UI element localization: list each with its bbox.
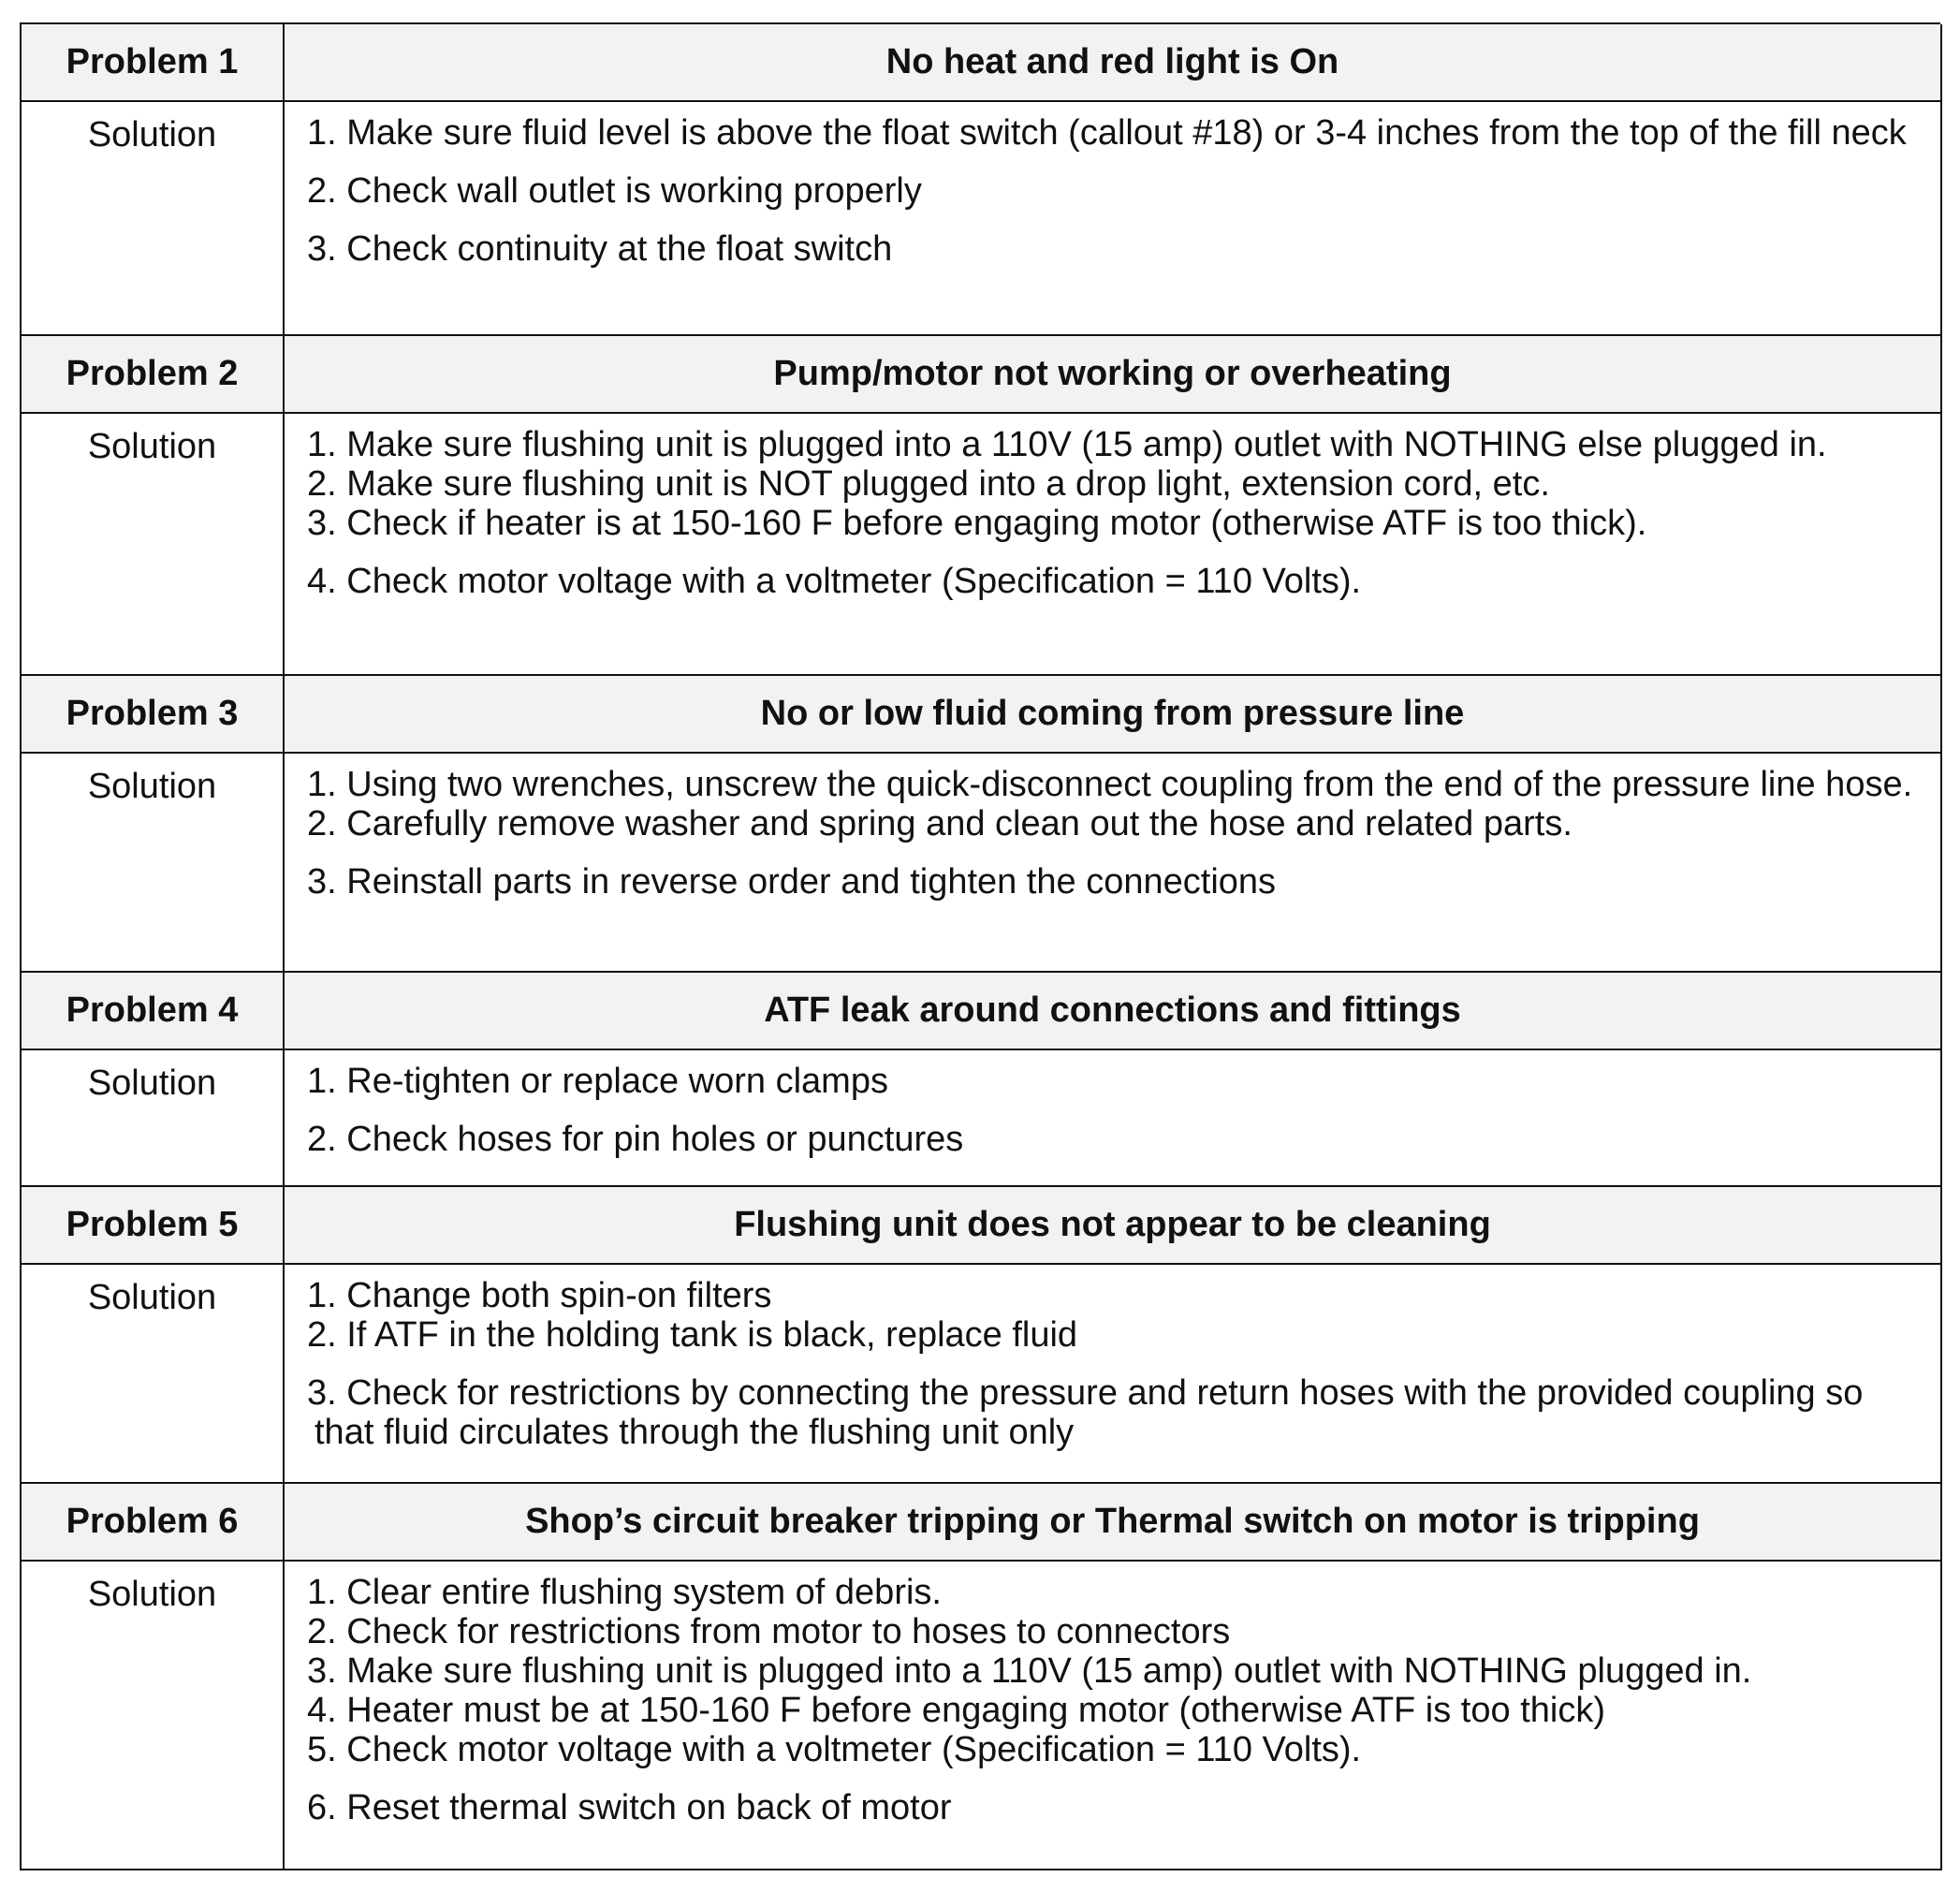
solution-step: 1. Make sure flushing unit is plugged into a 110V (15 amp) outlet with NOTHING else plugged in. — [307, 425, 1827, 464]
solution-step: 2. Check wall outlet is working properly — [307, 171, 922, 211]
solution-steps — [285, 1265, 1942, 1484]
solution-label: Solution — [22, 102, 285, 336]
problem-title: No heat and red light is On — [285, 24, 1942, 102]
solution-step: 2. Make sure flushing unit is NOT plugged into a drop light, extension cord, etc. — [307, 464, 1550, 504]
solution-label: Solution — [22, 1050, 285, 1187]
solution-step: 5. Check motor voltage with a voltmeter (Specification = 110 Volts). — [307, 1730, 1362, 1769]
problem-label: Problem 3 — [22, 676, 285, 754]
problem-label: Problem 5 — [22, 1187, 285, 1265]
troubleshooting-table — [20, 22, 1940, 1870]
problem-label: Problem 2 — [22, 336, 285, 414]
solution-step: 1. Using two wrenches, unscrew the quick-disconnect coupling from the end of the pressure line hose. — [307, 765, 1913, 804]
solution-step: 2. Check for restrictions from motor to hoses to connectors — [307, 1612, 1231, 1651]
solution-step: 4. Heater must be at 150-160 F before engaging motor (otherwise ATF is too thick) — [307, 1691, 1605, 1730]
solution-steps — [285, 1050, 1942, 1187]
solution-label: Solution — [22, 414, 285, 676]
solution-step: 2. If ATF in the holding tank is black, replace fluid — [307, 1315, 1078, 1355]
solution-steps — [285, 754, 1942, 973]
solution-step: 1. Clear entire flushing system of debris. — [307, 1573, 942, 1612]
solution-label: Solution — [22, 1562, 285, 1870]
solution-step: 4. Check motor voltage with a voltmeter (Specification = 110 Volts). — [307, 562, 1362, 601]
problem-title: Flushing unit does not appear to be cleaning — [285, 1187, 1942, 1265]
problem-title: Shop’s circuit breaker tripping or Thermal switch on motor is tripping — [285, 1484, 1942, 1562]
problem-label: Problem 4 — [22, 973, 285, 1050]
solution-step: 6. Reset thermal switch on back of motor — [307, 1788, 952, 1827]
solution-step: 3. Check for restrictions by connecting the pressure and return hoses with the provided coupling so that fluid circulates through the flushing unit only — [307, 1373, 1864, 1452]
problem-title: Pump/motor not working or overheating — [285, 336, 1942, 414]
solution-step: 3. Reinstall parts in reverse order and tighten the connections — [307, 862, 1277, 902]
problem-label: Problem 1 — [22, 24, 285, 102]
solution-step: 3. Check if heater is at 150-160 F before engaging motor (otherwise ATF is too thick). — [307, 504, 1647, 543]
solution-steps — [285, 414, 1942, 676]
solution-steps — [285, 102, 1942, 336]
solution-label: Solution — [22, 1265, 285, 1484]
problem-label: Problem 6 — [22, 1484, 285, 1562]
solution-step: 1. Re-tighten or replace worn clamps — [307, 1062, 888, 1101]
solution-step: 3. Check continuity at the float switch — [307, 229, 893, 269]
solution-steps — [285, 1562, 1942, 1870]
solution-step: 2. Check hoses for pin holes or punctures — [307, 1120, 964, 1159]
solution-step: 2. Carefully remove washer and spring and clean out the hose and related parts. — [307, 804, 1572, 843]
solution-label: Solution — [22, 754, 285, 973]
solution-step: 1. Make sure fluid level is above the float switch (callout #18) or 3-4 inches from the top of the fill neck — [307, 113, 1907, 153]
problem-title: ATF leak around connections and fittings — [285, 973, 1942, 1050]
problem-title: No or low fluid coming from pressure line — [285, 676, 1942, 754]
solution-step: 3. Make sure flushing unit is plugged into a 110V (15 amp) outlet with NOTHING plugged in. — [307, 1651, 1752, 1691]
solution-step: 1. Change both spin-on filters — [307, 1276, 772, 1315]
